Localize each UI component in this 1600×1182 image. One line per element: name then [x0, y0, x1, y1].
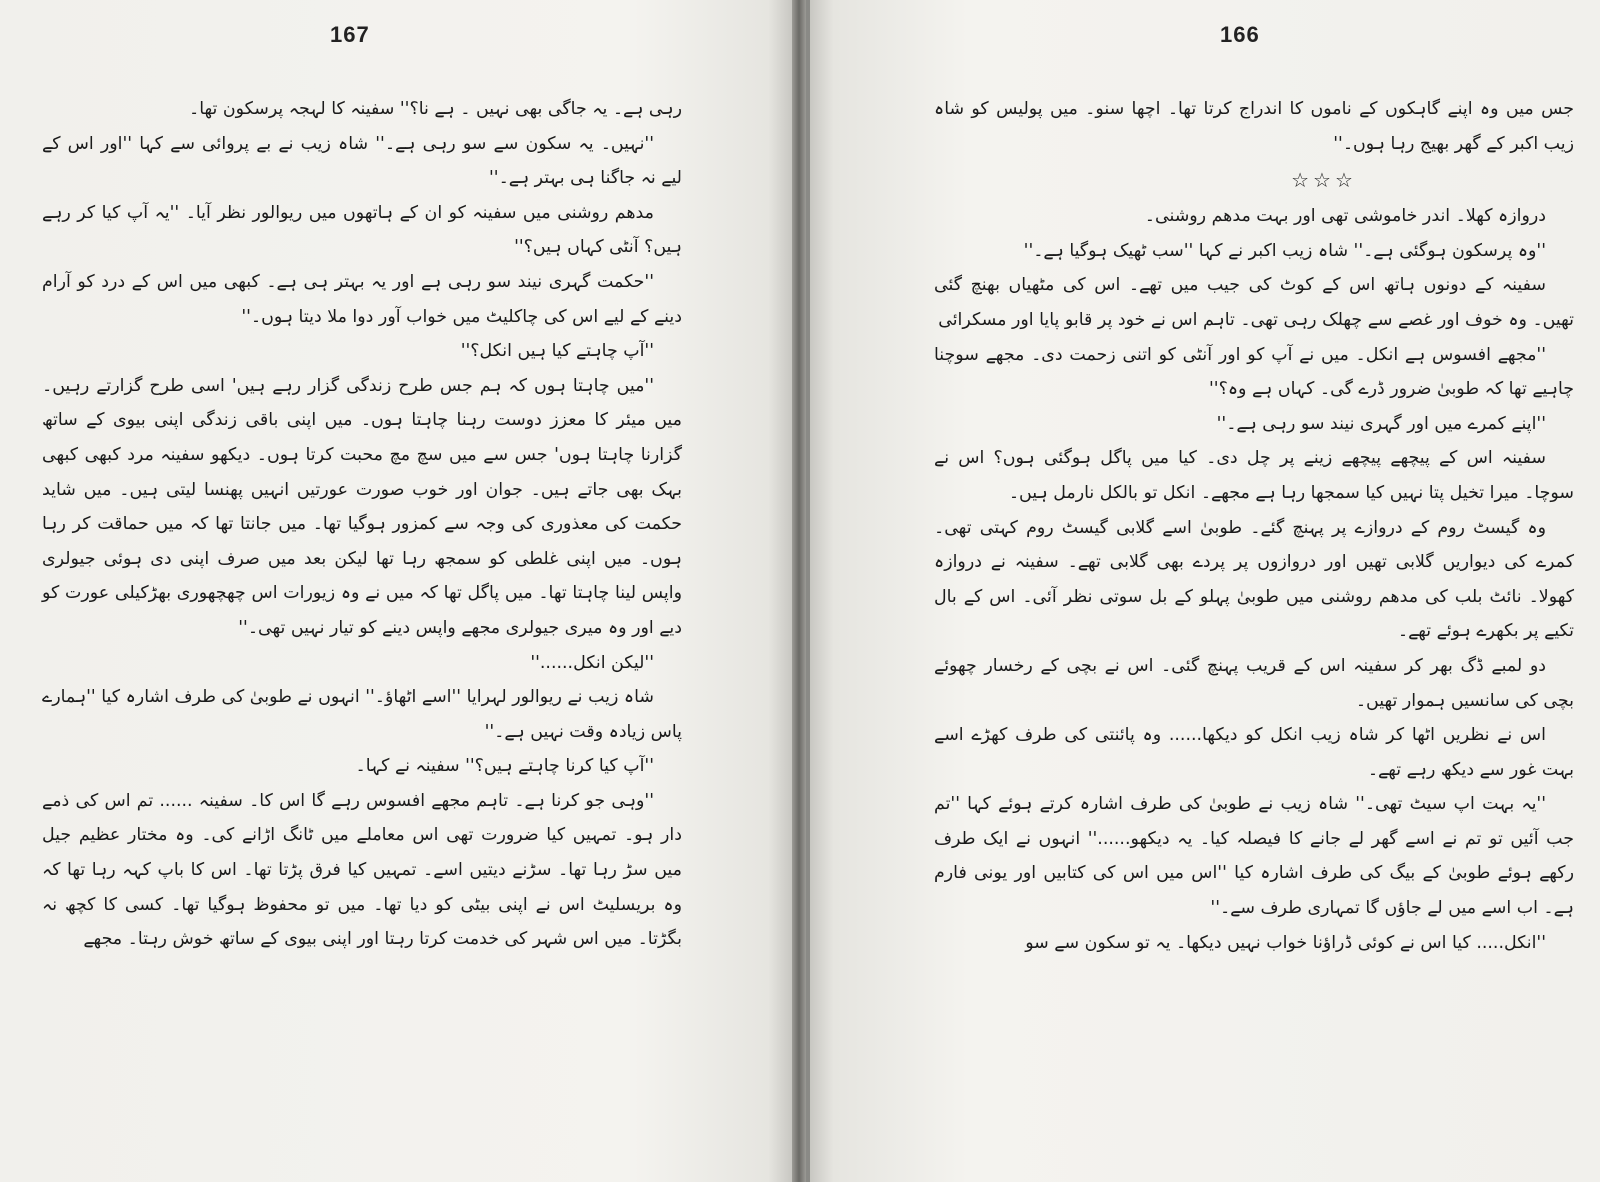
- paragraph: ''میں چاہتا ہوں کہ ہم جس طرح زندگی گزار رہے ہیں' اسی طرح گزارتے رہیں۔ میں میئر کا معزز دوست رہنا چاہتا ہوں۔ میں اپنی باقی زندگی اپنی بیوی کے ساتھ گزارنا چاہتا ہوں' جس سے میں سچ مچ محبت کرتا ہوں۔ دیکھو سفینہ مرد کبھی کبھی بہک بھی جاتے ہیں۔ جوان اور خوب صورت عورتیں انہیں پھنسا لیتی ہیں۔ میں شاید حکمت کی معذوری کی وجہ سے کمزور ہوگیا تھا۔ میں جانتا تھا کہ میں حماقت کر رہا ہوں۔ میں اپنی غلطی کو سمجھ رہا تھا لیکن بعد میں صرف اپنی دی ہوئی جیولری واپس لینا چاہتا تھا۔ میں پاگل تھا کہ میں نے وہ زیورات اس چھچھوری بھڑکیلی عورت کو دیے اور وہ میری جیولری مجھے واپس دینے کو تیار نہیں تھی۔'': [42, 375, 682, 638]
- paragraph: ''نہیں۔ یہ سکون سے سو رہی ہے۔'' شاہ زیب نے بے پروائی سے کہا ''اور اس کے لیے نہ جاگنا ہی بہتر ہے۔'': [42, 133, 682, 189]
- paragraph: ''وہ پرسکون ہوگئی ہے۔'' شاہ زیب اکبر نے کہا ''سب ٹھیک ہوگیا ہے۔'': [1023, 240, 1546, 261]
- left-page: [0, 0, 792, 1182]
- page-number: 167: [330, 22, 370, 47]
- paragraph: جس میں وہ اپنے گاہکوں کے ناموں کا اندراج کرتا تھا۔ اچھا سنو۔ میں پولیس کو شاہ زیب اکبر کے گھر بھیج رہا ہوں۔'': [934, 99, 1574, 154]
- right-page: [810, 0, 1600, 1182]
- page-text: [934, 92, 1574, 960]
- paragraph: ''آپ کیا کرنا چاہتے ہیں؟'' سفینہ نے کہا۔: [355, 756, 654, 777]
- paragraph: دو لمبے ڈگ بھر کر سفینہ اس کے قریب پہنچ گئی۔ اس نے بچی کے رخسار چھوئے بچی کی سانسیں ہموار تھیں۔: [934, 655, 1574, 711]
- paragraph: ''حکمت گہری نیند سو رہی ہے اور یہ بہتر ہی ہے۔ کبھی میں اس کے درد کو آرام دینے کے لیے اس کی چاکلیٹ میں خواب آور دوا ملا دیتا ہوں۔'': [42, 271, 682, 327]
- paragraph: ''اپنے کمرے میں اور گہری نیند سو رہی ہے۔'': [1216, 413, 1546, 434]
- paragraph: مدھم روشنی میں سفینہ کو ان کے ہاتھوں میں ریوالور نظر آیا۔ ''یہ آپ کیا کر رہے ہیں؟ آنٹی کہاں ہیں؟'': [42, 202, 682, 258]
- paragraph: سفینہ کے دونوں ہاتھ اس کے کوٹ کی جیب میں تھے۔ اس کی مٹھیاں بھنچ گئی تھیں۔ وہ خوف اور غصے سے چھلک رہی تھی۔ تاہم اس نے خود پر قابو پایا اور مسکرائی: [934, 275, 1574, 330]
- paragraph: وہ گیسٹ روم کے دروازے پر پہنچ گئے۔ طوبیٰ اسے گلابی گیسٹ روم کہتی تھی۔ کمرے کی دیواریں گلابی تھیں اور دروازوں پر پردے بھی گلابی تھے۔ سفینہ نے دروازہ کھولا۔ نائٹ بلب کی مدھم روشنی میں طوبیٰ پہلو کے بل سوتی نظر آئی۔ اس کے بال تکیے پر بکھرے ہوئے تھے۔: [934, 517, 1574, 642]
- page-text: [42, 92, 682, 957]
- paragraph: ''لیکن انکل......'': [530, 652, 654, 673]
- paragraph: ''آپ چاہتے کیا ہیں انکل؟'': [460, 341, 654, 362]
- paragraph: رہی ہے۔ یہ جاگی بھی نہیں ۔ ہے نا؟'' سفینہ کا لہجہ پرسکون تھا۔: [189, 99, 682, 119]
- paragraph: ''یہ بہت اپ سیٹ تھی۔'' شاہ زیب نے طوبیٰ کی طرف اشارہ کرتے ہوئے کہا ''تم جب آئیں تو تم نے اسے گھر لے جانے کا فیصلہ کیا۔ یہ دیکھو......'' انہوں نے ایک طرف رکھے ہوئے طوبیٰ کے بیگ کی طرف اشارہ کیا ''اس میں اس کی کتابیں اور یونی فارم ہے۔ اب اسے میں لے جاؤں گا تمہاری طرف سے۔'': [934, 794, 1574, 919]
- book-gutter: [792, 0, 806, 1182]
- paragraph: شاہ زیب نے ریوالور لہرایا ''اسے اٹھاؤ۔'' انہوں نے طوبیٰ کی طرف اشارہ کیا ''ہمارے پاس زیادہ وقت نہیں ہے۔'': [42, 687, 682, 742]
- section-break: ☆☆☆: [1291, 168, 1357, 193]
- page-number: 166: [1220, 22, 1260, 47]
- paragraph: اس نے نظریں اٹھا کر شاہ زیب انکل کو دیکھا...... وہ پائنتی کی طرف کھڑے اسے بہت غور سے دیکھ رہے تھے۔: [934, 725, 1574, 780]
- paragraph: ''مجھے افسوس ہے انکل۔ میں نے آپ کو اور آنٹی کو اتنی زحمت دی۔ مجھے سوچنا چاہیے تھا کہ طوبیٰ ضرور ڈرے گی۔ کہاں ہے وہ؟'': [934, 344, 1574, 400]
- paragraph: ''وہی جو کرنا ہے۔ تاہم مجھے افسوس رہے گا اس کا۔ سفینہ ...... تم اس کی ذمے دار ہو۔ تمہیں کیا ضرورت تھی اس معاملے میں ٹانگ اڑانے کی۔ وہ مختار عظیم جیل میں سڑ رہا تھا۔ سڑنے دیتیں اسے۔ تمہیں کیا فرق پڑتا تھا۔ اس کا باپ کہہ رہا تھا کہ وہ بریسلیٹ اس نے اپنی بیٹی کو دیا تھا۔ میں تو محفوظ ہوگیا تھا۔ کسی کا کچھ نہ بگڑتا۔ میں اس شہر کی خدمت کرتا رہتا اور اپنی بیوی کے ساتھ خوش رہتا۔ مجھے: [42, 790, 682, 950]
- paragraph: ''انکل..... کیا اس نے کوئی ڈراؤنا خواب نہیں دیکھا۔ یہ تو سکون سے سو: [1025, 932, 1546, 953]
- paragraph: دروازہ کھلا۔ اندر خاموشی تھی اور بہت مدھم روشنی۔: [1144, 206, 1546, 227]
- paragraph: سفینہ اس کے پیچھے پیچھے زینے پر چل دی۔ کیا میں پاگل ہوگئی ہوں؟ اس نے سوچا۔ میرا تخیل پتا نہیں کیا سمجھا رہا ہے مجھے۔ انکل تو بالکل نارمل ہیں۔: [934, 448, 1574, 503]
